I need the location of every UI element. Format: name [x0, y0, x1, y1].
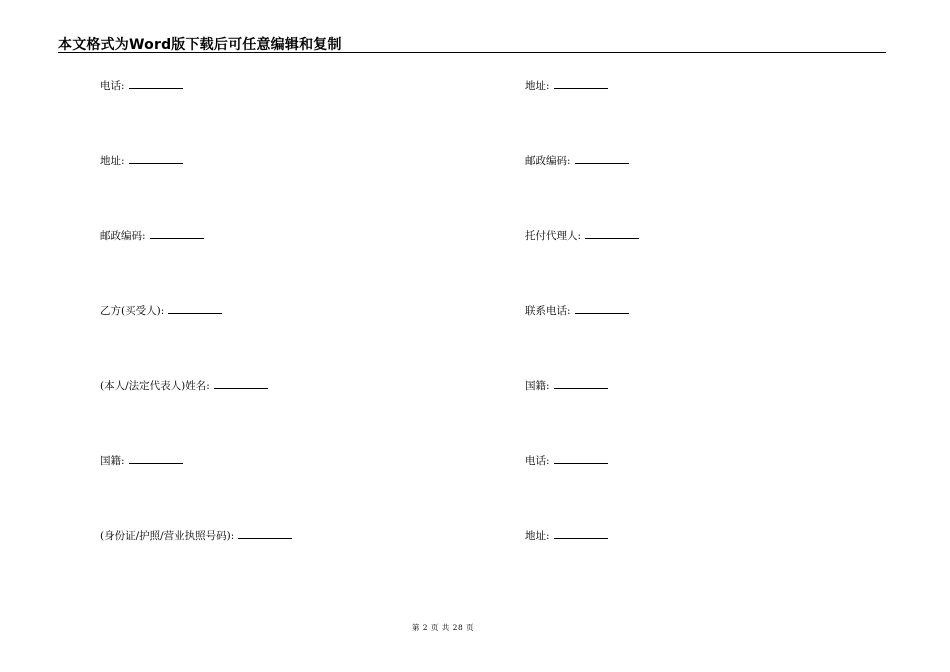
field-label: (本人/法定代表人)姓名:: [100, 380, 210, 392]
field-label: 托付代理人:: [525, 230, 582, 242]
right-field-agent: [525, 229, 639, 243]
field-label: (身份证/护照/营业执照号码):: [100, 530, 235, 542]
field-label: 地址:: [525, 530, 550, 542]
blank-line: [129, 454, 183, 464]
page-number: 第 2 页 共 28 页: [411, 623, 475, 632]
left-field-phone: [100, 79, 183, 93]
right-field-contact-phone: [525, 304, 629, 318]
blank-line: [575, 154, 629, 164]
blank-line: [150, 229, 204, 239]
blank-line: [214, 379, 268, 389]
field-label: 国籍:: [525, 380, 550, 392]
left-field-name: [100, 379, 268, 393]
right-field-postcode: [525, 154, 629, 168]
right-field-nationality: [525, 379, 608, 393]
left-field-id-number: [100, 529, 292, 543]
field-label: 邮政编码:: [100, 230, 146, 242]
blank-line: [168, 304, 222, 314]
left-field-party-b: [100, 304, 222, 318]
field-label: 电话:: [525, 455, 550, 467]
right-field-address-2: [525, 529, 608, 543]
field-label: 乙方(买受人):: [100, 305, 165, 317]
left-field-nationality: [100, 454, 183, 468]
right-field-phone: [525, 454, 608, 468]
blank-line: [554, 529, 608, 539]
blank-line: [238, 529, 292, 539]
blank-line: [554, 79, 608, 89]
document-header-title: 本文格式为Word版下载后可任意编辑和复制: [58, 37, 342, 53]
blank-line: [585, 229, 639, 239]
field-label: 邮政编码:: [525, 155, 571, 167]
left-field-postcode: [100, 229, 204, 243]
field-label: 地址:: [100, 155, 125, 167]
blank-line: [575, 304, 629, 314]
header-divider: [58, 52, 886, 53]
blank-line: [129, 79, 183, 89]
field-label: 国籍:: [100, 455, 125, 467]
right-field-address: [525, 79, 608, 93]
blank-line: [129, 154, 183, 164]
left-field-address: [100, 154, 183, 168]
blank-line: [554, 454, 608, 464]
field-label: 电话:: [100, 80, 125, 92]
field-label: 地址:: [525, 80, 550, 92]
blank-line: [554, 379, 608, 389]
field-label: 联系电话:: [525, 305, 571, 317]
